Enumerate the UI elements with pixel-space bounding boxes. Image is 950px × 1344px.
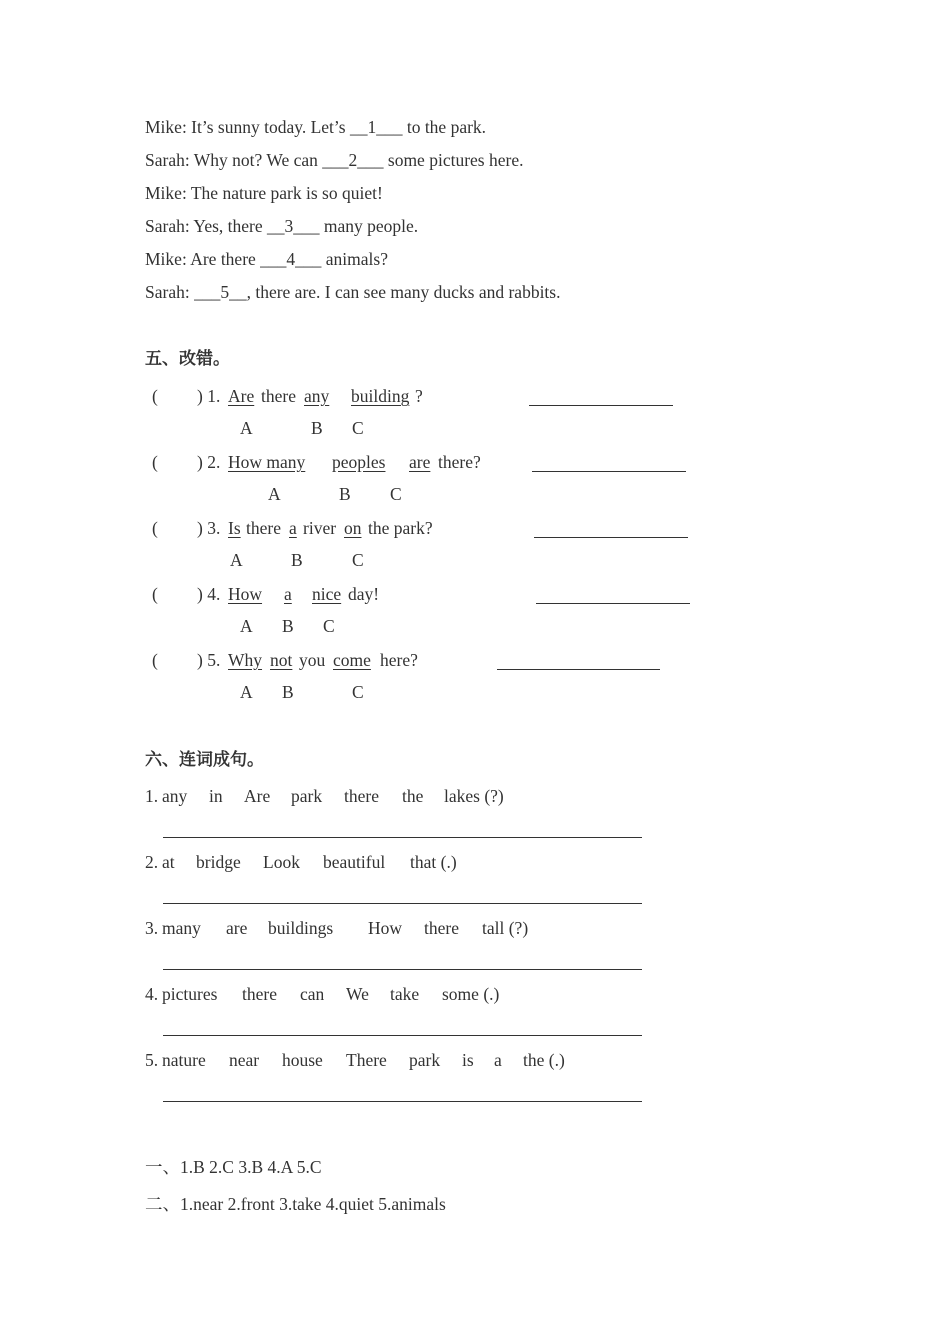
option-letter-b: B: [311, 418, 323, 438]
section6-title: 六、连词成句。: [145, 750, 264, 770]
word-tile: tall (?): [482, 918, 529, 938]
option-letter-c: C: [352, 550, 364, 570]
section5-title: 五、改错。: [145, 349, 230, 369]
answer-line[interactable]: [163, 969, 642, 970]
answer-blank[interactable]: [534, 537, 688, 538]
word-tile: bridge: [196, 852, 241, 872]
word-tile: in: [209, 786, 223, 806]
option-letter-a: A: [268, 484, 281, 504]
option-letter-b: B: [291, 550, 303, 570]
word-tile: some (.): [442, 984, 500, 1004]
option-letter-c: C: [390, 484, 402, 504]
item-number: 3.: [145, 918, 159, 938]
option-letter-c: C: [323, 616, 335, 636]
word-tile: Look: [263, 852, 300, 872]
option-word-b: any: [304, 386, 330, 406]
word-tile: nature: [162, 1050, 206, 1070]
word-tile: park: [291, 786, 323, 806]
item-number: ) 3.: [197, 518, 221, 538]
answer-blank[interactable]: [529, 405, 673, 406]
option-word-b: a: [284, 584, 292, 604]
answer-line[interactable]: [163, 903, 642, 904]
word-tile: house: [282, 1050, 323, 1070]
option-letter-b: B: [282, 682, 294, 702]
item-number: ) 5.: [197, 650, 221, 670]
answer-blank[interactable]: [497, 669, 660, 670]
word-tile: park: [409, 1050, 441, 1070]
word-tile: near: [229, 1050, 260, 1070]
word-tile: at: [162, 852, 175, 872]
word-tile: the (.): [523, 1050, 565, 1070]
answer-key-2: 二、1.near 2.front 3.take 4.quiet 5.animals: [145, 1194, 446, 1214]
option-letter-a: A: [240, 418, 253, 438]
option-word-b: a: [289, 518, 297, 538]
word-tile: there: [424, 918, 459, 938]
word-tile: lakes (?): [444, 786, 504, 806]
option-word-c: come: [333, 650, 371, 670]
answer-line[interactable]: [163, 1035, 642, 1036]
option-word-a: How many: [228, 452, 306, 472]
option-word-a: Why: [228, 650, 263, 670]
dialogue-line-6: Sarah: ___5__, there are. I can see many ducks and rabbits.: [145, 282, 561, 302]
item-number: ) 2.: [197, 452, 221, 472]
word: there: [261, 386, 296, 406]
word-tile: We: [346, 984, 369, 1004]
dialogue-line-1: Mike: It’s sunny today. Let’s __1___ to the park.: [145, 117, 487, 137]
option-letter-c: C: [352, 682, 364, 702]
open-paren: (: [152, 518, 158, 538]
word-tile: pictures: [162, 984, 218, 1004]
answer-blank[interactable]: [532, 471, 686, 472]
word: there: [246, 518, 281, 538]
open-paren: (: [152, 584, 158, 604]
word: you: [299, 650, 326, 670]
word: ?: [415, 386, 423, 406]
dialogue-line-5: Mike: Are there ___4___ animals?: [145, 249, 388, 269]
word-tile: can: [300, 984, 325, 1004]
dialogue-line-3: Mike: The nature park is so quiet!: [145, 183, 383, 203]
item-number: ) 4.: [197, 584, 221, 604]
option-word-a: Is: [228, 518, 241, 538]
word-tile: many: [162, 918, 201, 938]
open-paren: (: [152, 386, 158, 406]
option-letter-a: A: [240, 616, 253, 636]
word-tile: Are: [244, 786, 271, 806]
word-tile: that (.): [410, 852, 457, 872]
option-word-c: on: [344, 518, 362, 538]
item-number: 1.: [145, 786, 159, 806]
option-letter-b: B: [282, 616, 294, 636]
dialogue-line-2: Sarah: Why not? We can ___2___ some pictures here.: [145, 150, 524, 170]
answer-blank[interactable]: [536, 603, 690, 604]
word-tile: are: [226, 918, 248, 938]
open-paren: (: [152, 452, 158, 472]
word-tile: There: [346, 1050, 387, 1070]
option-word-b: not: [270, 650, 293, 670]
word: the park?: [368, 518, 433, 538]
option-letter-a: A: [230, 550, 243, 570]
word-tile: take: [390, 984, 420, 1004]
option-letter-b: B: [339, 484, 351, 504]
item-number: 4.: [145, 984, 159, 1004]
item-number: 2.: [145, 852, 159, 872]
answer-line[interactable]: [163, 837, 642, 838]
option-word-c: nice: [312, 584, 342, 604]
open-paren: (: [152, 650, 158, 670]
option-word-a: How: [228, 584, 263, 604]
word-tile: buildings: [268, 918, 334, 938]
answer-key-1: 一、1.B 2.C 3.B 4.A 5.C: [145, 1157, 322, 1177]
word-tile: any: [162, 786, 188, 806]
word-tile: there: [242, 984, 277, 1004]
answer-line[interactable]: [163, 1101, 642, 1102]
item-number: 5.: [145, 1050, 159, 1070]
word-tile: beautiful: [323, 852, 386, 872]
word-tile: a: [494, 1050, 502, 1070]
option-letter-c: C: [352, 418, 364, 438]
word-tile: the: [402, 786, 424, 806]
word-tile: is: [462, 1050, 474, 1070]
word: river: [303, 518, 337, 538]
word: here?: [380, 650, 418, 670]
option-letter-a: A: [240, 682, 253, 702]
dialogue-line-4: Sarah: Yes, there __3___ many people.: [145, 216, 419, 236]
option-word-b: peoples: [332, 452, 386, 472]
option-word-a: Are: [228, 386, 255, 406]
option-word-c: building: [351, 386, 410, 406]
word-tile: there: [344, 786, 379, 806]
word: there?: [438, 452, 481, 472]
option-word-c: are: [409, 452, 431, 472]
item-number: ) 1.: [197, 386, 221, 406]
word: day!: [348, 584, 380, 604]
word-tile: How: [368, 918, 403, 938]
